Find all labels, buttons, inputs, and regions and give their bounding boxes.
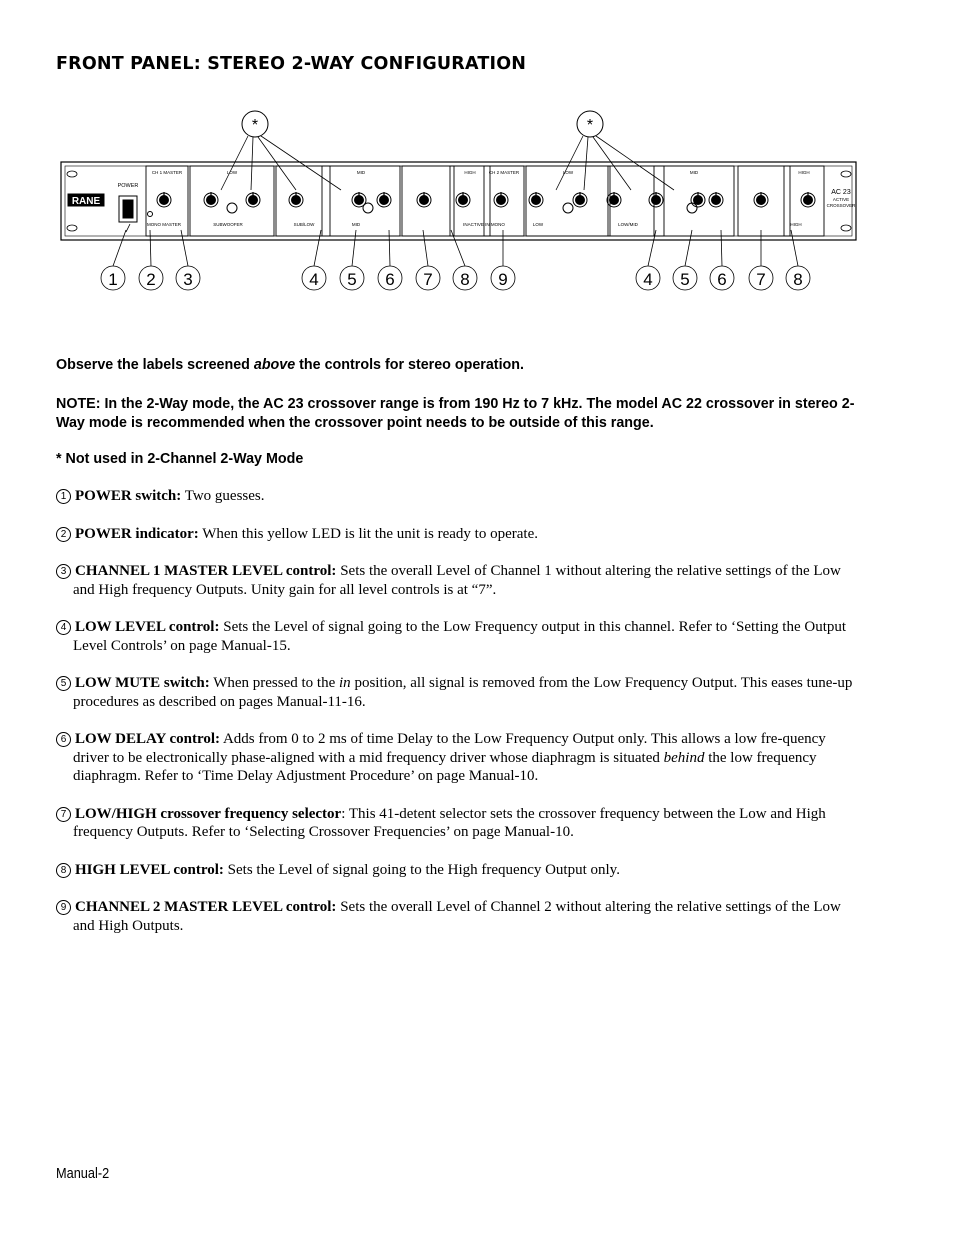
- item-low-delay: 6 LOW DELAY control: Adds from 0 to 2 ms of time Delay to the Low Frequency Output only. This allows a low fre-quency driver to be electronically phase-aligned with a mid frequency driver whose diaphragm is situated behind the low frequency diaphragm. Refer to ‘Time Delay Adjustment Procedure’ on page Manual-10.: [56, 730, 856, 786]
- callout-number: 2: [56, 527, 71, 542]
- section-header: MID: [356, 170, 366, 175]
- knob-icon: [289, 192, 303, 207]
- callout-number: 4: [56, 620, 71, 635]
- stereo-note: Observe the labels screened above the controls for stereo operation.: [56, 357, 524, 373]
- asterisk-marker: *: [251, 117, 259, 134]
- page-footer: Manual-2: [56, 1165, 110, 1182]
- control-descriptions: [56, 487, 856, 954]
- knob-icon: [494, 192, 508, 207]
- callout-number: 6: [717, 270, 727, 289]
- item-power-indicator: 2 POWER indicator: When this yellow LED is lit the unit is ready to operate.: [56, 525, 856, 544]
- knob-icon: [801, 192, 815, 207]
- callout-number: 5: [56, 676, 71, 691]
- callout-number: 4: [643, 270, 653, 289]
- asterisk-marker: *: [586, 117, 594, 134]
- callout-number: 7: [756, 270, 766, 289]
- callout-number: 7: [56, 807, 71, 822]
- model-sub-label: ACTIVE: [832, 197, 850, 202]
- callout-number: 8: [56, 863, 71, 878]
- section-footer-label: SUBWOOFER: [213, 222, 243, 227]
- callout-number: 4: [309, 270, 319, 289]
- section-header: CH 1 MASTER: [151, 170, 183, 175]
- callout-number: 3: [183, 270, 193, 289]
- callout-number: 3: [56, 564, 71, 579]
- section-footer-label: LOW: [532, 222, 544, 227]
- section-footer-label: INACTIVE IN MONO: [463, 222, 505, 227]
- model-sub-label: CROSSOVER: [826, 203, 856, 208]
- section-header: LOW: [226, 170, 238, 175]
- callout-number: 9: [498, 270, 508, 289]
- callout-number: 6: [56, 732, 71, 747]
- asterisk-note: * Not used in 2-Channel 2-Way Mode: [56, 451, 304, 467]
- callout-number: 5: [680, 270, 690, 289]
- knob-icon: [456, 192, 470, 207]
- callout-number: 7: [423, 270, 433, 289]
- section-header: HIGH: [464, 170, 476, 175]
- callout-number: 2: [146, 270, 156, 289]
- knob-icon: [649, 192, 663, 207]
- knob-icon: [377, 192, 391, 207]
- knob-icon: [754, 192, 768, 207]
- callout-number: 8: [793, 270, 803, 289]
- section-footer-label: LOW/MID: [618, 222, 638, 227]
- callout-number: 5: [347, 270, 357, 289]
- callout-number: 1: [56, 489, 71, 504]
- section-header: MID: [689, 170, 699, 175]
- mute-button-icon: [363, 203, 373, 213]
- front-panel-diagram: [56, 108, 868, 300]
- brand-logo: RANE: [71, 196, 101, 207]
- callout-number: 8: [460, 270, 470, 289]
- item-low-mute: 5 LOW MUTE switch: When pressed to the in position, all signal is removed from the Low Frequency Output. This eases tune-up procedures as described on pages Manual-11-16.: [56, 674, 856, 711]
- section-footer-label: MID: [351, 222, 361, 227]
- knob-icon: [529, 192, 543, 207]
- model-label: AC 23: [831, 189, 851, 196]
- section-footer-label: HIGH: [790, 222, 802, 227]
- item-low-level: 4 LOW LEVEL control: Sets the Level of signal going to the Low Frequency output in this channel. Refer to ‘Setting the Output Level Controls’ on page Manual-15.: [56, 618, 856, 655]
- callout-number: 6: [385, 270, 395, 289]
- knob-icon: [204, 192, 218, 207]
- knob-icon: [691, 192, 705, 207]
- item-high-level: 8 HIGH LEVEL control: Sets the Level of signal going to the High frequency Output only.: [56, 861, 856, 880]
- section-header: LOW: [562, 170, 574, 175]
- power-label: POWER: [117, 183, 139, 189]
- item-ch1-master-level: 3 CHANNEL 1 MASTER LEVEL control: Sets the overall Level of Channel 1 without altering the relative settings of the Low and High frequency Outputs. Unity gain for all level controls is at “7”.: [56, 562, 856, 599]
- page-title: FRONT PANEL: STEREO 2-WAY CONFIGURATION: [56, 54, 527, 74]
- section-header: CH 2 MASTER: [488, 170, 520, 175]
- item-crossover-selector: 7 LOW/HIGH crossover frequency selector: This 41-detent selector sets the crossover frequency between the Low and High frequency Outputs. Refer to ‘Selecting Crossover Frequencies’ on page Manual-10.: [56, 805, 856, 842]
- knob-icon: [573, 192, 587, 207]
- section-header: HIGH: [798, 170, 810, 175]
- callout-number: 1: [108, 270, 118, 289]
- power-led-icon: [148, 212, 153, 217]
- section-footer-label: MONO MASTER: [146, 222, 182, 227]
- knob-icon: [607, 192, 621, 207]
- knob-icon: [709, 192, 723, 207]
- mute-button-icon: [227, 203, 237, 213]
- knob-icon: [157, 192, 171, 207]
- mute-button-icon: [563, 203, 573, 213]
- callout-number: 9: [56, 900, 71, 915]
- knob-icon: [246, 192, 260, 207]
- item-power-switch: 1 POWER switch: Two guesses.: [56, 487, 856, 506]
- section-footer-label: SUB/LOW: [293, 222, 315, 227]
- knob-icon: [417, 192, 431, 207]
- item-ch2-master-level: 9 CHANNEL 2 MASTER LEVEL control: Sets the overall Level of Channel 2 without altering the relative settings of the Low and High Outputs.: [56, 898, 856, 935]
- crossover-range-note: NOTE: In the 2-Way mode, the AC 23 crossover range is from 190 Hz to 7 kHz. The model AC 22 crossover in stereo 2-Way mode is recommended when the crossover point needs to be outside of this range.: [56, 396, 855, 431]
